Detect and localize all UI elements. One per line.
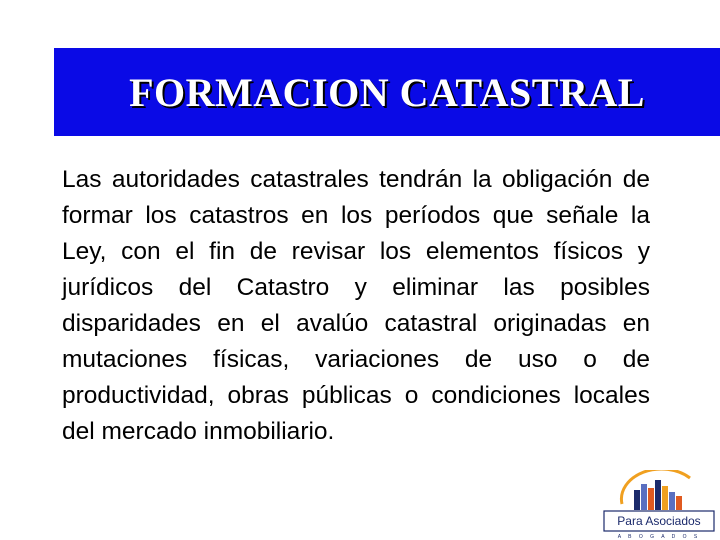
logo-text: Para Asociados: [617, 514, 701, 528]
slide-title: FORMACION CATASTRAL: [129, 69, 645, 115]
para-asociados-logo: [600, 470, 718, 540]
body-paragraph: Las autoridades catastrales tendrán la obligación de formar los catastros en los períodos que señale la Ley, con el fin de revisar los elementos físicos y jurídicos del Catastro y eliminar las posibles disparidades en el avalúo catastral originadas en mutaciones físicas, variaciones de uso o de productividad, obras públicas o condiciones locales del mercado inmobiliario.: [62, 166, 650, 445]
title-bar: [54, 48, 720, 136]
logo-subtext: A B O G A D O S: [617, 534, 701, 540]
